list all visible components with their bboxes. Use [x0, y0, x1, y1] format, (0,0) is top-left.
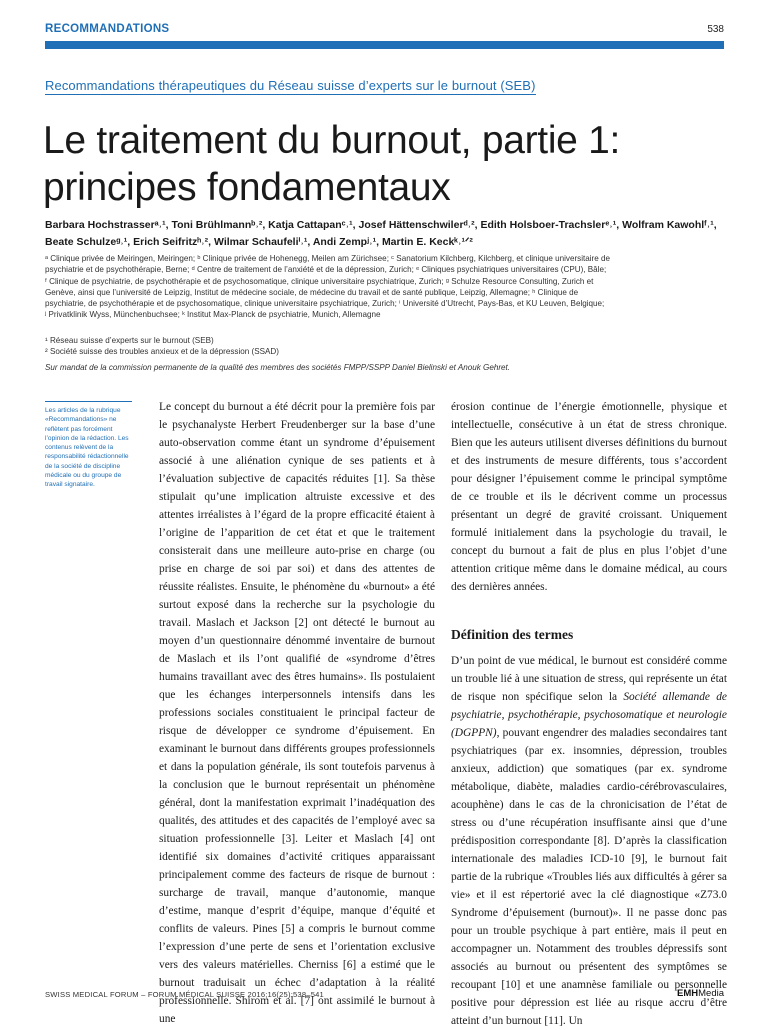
series-title [45, 78, 725, 93]
affiliation-line: Genève, ainsi que l’université de Leipzig, Institut de médecine sociale, de médecine du travail et de santé publique, Leipzig, Allemagne; ʰ Clinique de [45, 287, 579, 297]
paragraph-text: , pouvant engendrer des maladies secondaires tant psychiatriques (par ex. insomnies, dépression, troubles anxieux, addiction) que somatiques (par ex. syndrome métabolique, diabète, maladies cardio-cérébrovasculaires, acouphène) dans le cas de la chronicisation de l’état de stress ou d’une récupération insuffisante ainsi que d’une prédisposition correspondante [8]. D’après la classification internationale des maladies ICD-10 [9], le burnout fait partie de la rubrique «Troubles liés aux difficultés à gérer sa vie» et il est répertorié avec la clé diagnostique «Z73.0 Syndrome d’épuisement (burnout)». Il ne passe donc pas pour un trouble psychique à part entière, mais il peut en accompagner un. Notamment des troubles dépressifs sont associés au burnout ou présentent des symptômes se recoupant [10] et une anamnèse familiale ou personnelle positive pour dépression est liée au risque accru d’être atteint d’un burnout [11]. Un [451, 727, 727, 1027]
author-list: Barbara Hochstrasserᵃ˒¹, Toni Brühlmannᵇ˒², Katja Cattapanᶜ˒¹, Josef Hättenschwilerᵈ˒², Edith Holsboer-Trachslerᵉ˒¹, Wolfram Kawohlᶠ˒¹, Beate Schulzeᵍ˒¹, Erich Seifritzʰ˒², Wilmar Schaufeliⁱ˒¹, Andi Zempʲ˒¹, Martin E. Keckᵏ˒¹ᐟ² [45, 219, 717, 248]
title-line-2: principes fondamentaux [43, 166, 451, 209]
section-label: RECOMMANDATIONS [45, 23, 170, 35]
editorial-disclaimer: Les articles de la rubrique «Recommandations» ne reflètent pas forcément l’opinion de la rédaction. Les contenus relèvent de la responsabilité rédactionnelle de la société de discipline médicale ou du groupe de travail signataire. [45, 401, 132, 490]
body-paragraph: Le concept du burnout a été décrit pour la première fois par le psychanalyste Herbert Freudenberger sur la base d’une auto-observation comme étant un syndrome d’épuisement associé à une aliénation cynique de ses patients et à l’évaluation subjective de capacités réduites [1]. Sa thèse stipulait qu’une implication altruiste excessive et des attentes irréalistes à l’égard de la propre efficacité étaient à l’origine de l’apparition de cet état et que le traitement consisterait dans une meilleure auto-prise en charge (ou prise en charge de soi par soi) et dans des attentes de réussite réalistes. Ensuite, le phénomène du «burnout» a été surtout exposé dans la recherche sur la psychologie du travail. Maslach et Jackson [2] ont détecté le burnout au moyen d’un questionnaire dénommé inventaire de burnout de Maslach et ils l’ont qualifié de «syndrome d’êtres humains travaillant avec des êtres humains». Ils postulaient que les échanges interpersonnels intensifs dans les professions sociales constituaient le principal facteur de risque de développer ce syndrome d’épuisement. En examinant le burnout dans différents groupes professionnels et dans la population générale, ils sont toutefois parvenus à la conclusion que le burnout représentait un phénomène général, dont la manifestation exprimait l’inadéquation des qualités, des attitudes et des capacités de l’employé avec sa situation professionnelle [3]. Leiter et Maslach [4] ont identifié six domaines d’activité critiques apparaissant principalement comme des facteurs de risque de burnout : surcharge de travail, manque d’autonomie, manque d’estime, manque d’esprit d’équipe, manque d’équité et conflits de valeurs. Pines [5] a compris le burnout comme l’expression d’une perte de sens et l’orientation exclusive vers des valeurs matérielles. Cherniss [6] a estimé que le burnout traduisait un échec d’adaptation à la réalité professionnelle. Shirom et al. [7] ont assimilé le burnout à une [159, 401, 435, 1025]
affiliation-line: psychiatrie, de psychothérapie et de psychosomatique, clinique universitaire psychiatrique, Zurich; ⁱ Université d’Utrecht, Pays-Bas, et KU Leuven, Belgique; [45, 299, 605, 309]
society-name: Société allemande de psychiatrie, psychothérapie, psychosomatique et neurologie (DGPPN) [451, 691, 727, 739]
affiliation-line: ᵃ Clinique privée de Meiringen, Meiringen; ᵇ Clinique privée de Hohenegg, Meilen am Zürichsee; ᶜ Sanatorium Kilchberg, Kilchberg, et clinique universitaire de [45, 254, 610, 263]
body-paragraph: érosion continue de l’énergie émotionnelle, physique et intellectuelle, consécutive à un état de stress chronique. Bien que les auteurs utilisent diverses définitions du burnout et des instruments de mesure différents, tous s’accordent pour désigner l’épuisement comme le principal symptôme de ce trouble et ils le décrivent comme un processus présentant un degré de gravité croissant. Uniquement formulé initialement dans la psychologie du travail, le concept du burnout a fait de plus en plus l’objet d’une attention critique même dans le domaine médical, au cours des dernières années. [451, 401, 727, 593]
section-heading: Définition des termes [451, 627, 574, 642]
title-line-1: Le traitement du burnout, partie 1: [43, 119, 621, 162]
header-rule [45, 41, 724, 49]
affiliations [45, 253, 725, 321]
journal-citation: SWISS MEDICAL FORUM – FORUM MÉDICAL SUISSE 2016;16(25):538–541 [45, 990, 324, 999]
series-title-text: Recommandations thérapeutiques du Réseau suisse d’experts sur le burnout (SEB) [45, 78, 536, 93]
affiliation-line: psychiatrie et de psychothérapie, Berne; ᵈ Centre de traitement de l’anxiété et de la dépression, Zurich; ᵉ Cliniques psychiatriques universitaires (CPU), Bâle; [45, 265, 607, 275]
paragraph-text: D’un point de vue médical, le burnout est considéré comme un trouble lié à une situation de stress, qui représente un état de risque non spécifique selon la [451, 655, 727, 703]
affiliation-line: ᶠ Clinique de psychiatrie, de psychothérapie et de psychosomatique, clinique universitaire psychiatrique, Zurich; ᵍ Schulze Resource Consulting, Zurich et [45, 276, 594, 286]
society-note: ² Société suisse des troubles anxieux et de la dépression (SSAD) [45, 347, 279, 357]
publisher-logo [677, 988, 724, 999]
article-title [43, 117, 733, 211]
mandate-note: Sur mandat de la commission permanente de la qualité des membres des sociétés FMPP/SSPP Daniel Bielinski et Anouk Gehret. [45, 363, 511, 372]
affiliation-line: ʲ Privatklinik Wyss, Münchenbuchsee; ᵏ Institut Max-Planck de psychiatrie, Munich, Allemagne [45, 310, 381, 320]
publisher-logo-rest: Media [698, 988, 724, 999]
publisher-logo-bold: EMH [677, 988, 699, 999]
body-paragraph [451, 652, 727, 1030]
society-note: ¹ Réseau suisse d’experts sur le burnout (SEB) [45, 336, 214, 345]
society-notes [45, 335, 725, 358]
page-number: 538 [707, 24, 724, 35]
